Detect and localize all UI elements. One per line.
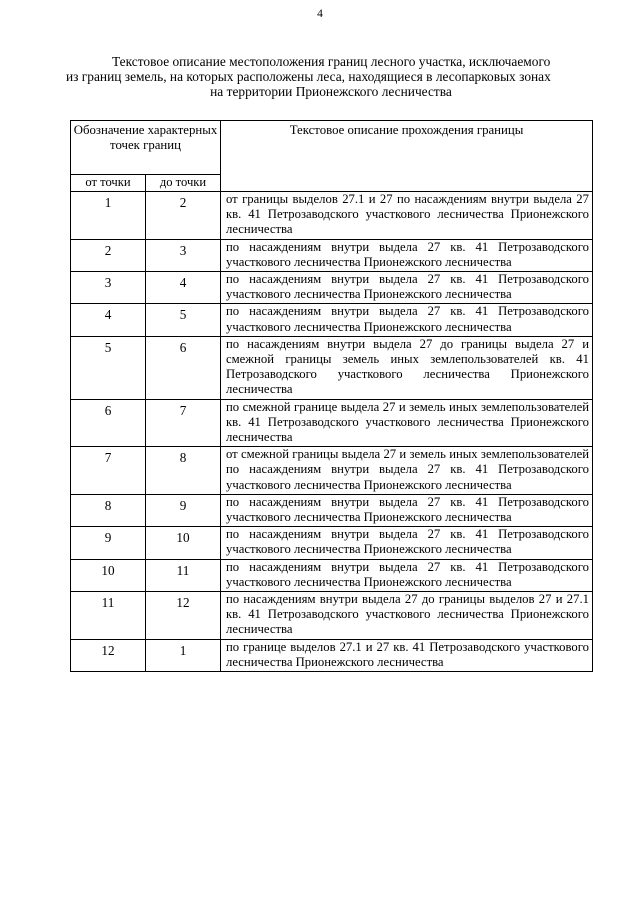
boundary-description: от смежной границы выдела 27 и земель иных землепользователей по насаждениям внутри выдела 27 кв. 41 Петрозаводского участкового лесничества Прионежского лесничества	[221, 447, 593, 495]
table-row	[71, 559, 593, 591]
point-from: 5	[71, 336, 146, 399]
table-row	[71, 239, 593, 271]
table-row	[71, 192, 593, 240]
point-to: 10	[146, 527, 221, 559]
boundary-description-table	[70, 120, 593, 672]
table-row	[71, 272, 593, 304]
header-description: Текстовое описание прохождения границы	[221, 121, 593, 192]
boundary-description: по границе выделов 27.1 и 27 кв. 41 Петрозаводского участкового лесничества Прионежского лесничества	[221, 639, 593, 671]
point-from: 10	[71, 559, 146, 591]
boundary-description: от границы выделов 27.1 и 27 по насаждениям внутри выдела 27 кв. 41 Петрозаводского участкового лесничества Прионежского лесничества	[221, 192, 593, 240]
header-to-point: до точки	[146, 175, 221, 192]
point-to: 6	[146, 336, 221, 399]
document-title	[66, 54, 596, 99]
table-row	[71, 494, 593, 526]
point-from: 7	[71, 447, 146, 495]
boundary-description: по насаждениям внутри выдела 27 кв. 41 Петрозаводского участкового лесничества Прионежского лесничества	[221, 304, 593, 336]
point-to: 2	[146, 192, 221, 240]
point-to: 3	[146, 239, 221, 271]
table-row	[71, 639, 593, 671]
title-line-3: на территории Прионежского лесничества	[210, 84, 452, 99]
header-point-codes: Обозначение характерных точек границ	[71, 121, 221, 175]
table-header-row	[71, 121, 593, 175]
point-to: 9	[146, 494, 221, 526]
page-number: 4	[317, 8, 323, 20]
point-from: 6	[71, 399, 146, 447]
point-from: 8	[71, 494, 146, 526]
table-row	[71, 336, 593, 399]
point-to: 11	[146, 559, 221, 591]
point-from: 4	[71, 304, 146, 336]
point-to: 12	[146, 592, 221, 640]
table-body	[71, 121, 593, 672]
point-to: 7	[146, 399, 221, 447]
boundary-description: по насаждениям внутри выдела 27 кв. 41 Петрозаводского участкового лесничества Прионежского лесничества	[221, 494, 593, 526]
table-row	[71, 304, 593, 336]
table-row	[71, 527, 593, 559]
title-line-2: из границ земель, на которых расположены леса, находящиеся в лесопарковых зонах	[66, 69, 551, 84]
point-to: 4	[146, 272, 221, 304]
boundary-description: по насаждениям внутри выдела 27 кв. 41 Петрозаводского участкового лесничества Прионежского лесничества	[221, 239, 593, 271]
point-from: 9	[71, 527, 146, 559]
point-from: 12	[71, 639, 146, 671]
title-line-1: Текстовое описание местоположения границ лесного участка, исключаемого	[112, 54, 551, 69]
table-row	[71, 447, 593, 495]
point-from: 11	[71, 592, 146, 640]
point-to: 5	[146, 304, 221, 336]
boundary-description: по насаждениям внутри выдела 27 до границы выделов 27 и 27.1 кв. 41 Петрозаводского участкового лесничества Прионежского лесничества	[221, 592, 593, 640]
table-row	[71, 592, 593, 640]
boundary-description: по смежной границе выдела 27 и земель иных землепользователей кв. 41 Петрозаводского участкового лесничества Прионежского лесничества	[221, 399, 593, 447]
boundary-description: по насаждениям внутри выдела 27 кв. 41 Петрозаводского участкового лесничества Прионежского лесничества	[221, 527, 593, 559]
boundary-description: по насаждениям внутри выдела 27 до границы выдела 27 и смежной границы земель иных землепользователей кв. 41 Петрозаводского участкового лесничества Прионежского лесничества	[221, 336, 593, 399]
table-row	[71, 399, 593, 447]
point-from: 3	[71, 272, 146, 304]
point-to: 1	[146, 639, 221, 671]
boundary-description: по насаждениям внутри выдела 27 кв. 41 Петрозаводского участкового лесничества Прионежского лесничества	[221, 272, 593, 304]
boundary-description: по насаждениям внутри выдела 27 кв. 41 Петрозаводского участкового лесничества Прионежского лесничества	[221, 559, 593, 591]
point-to: 8	[146, 447, 221, 495]
point-from: 1	[71, 192, 146, 240]
header-from-point: от точки	[71, 175, 146, 192]
point-from: 2	[71, 239, 146, 271]
